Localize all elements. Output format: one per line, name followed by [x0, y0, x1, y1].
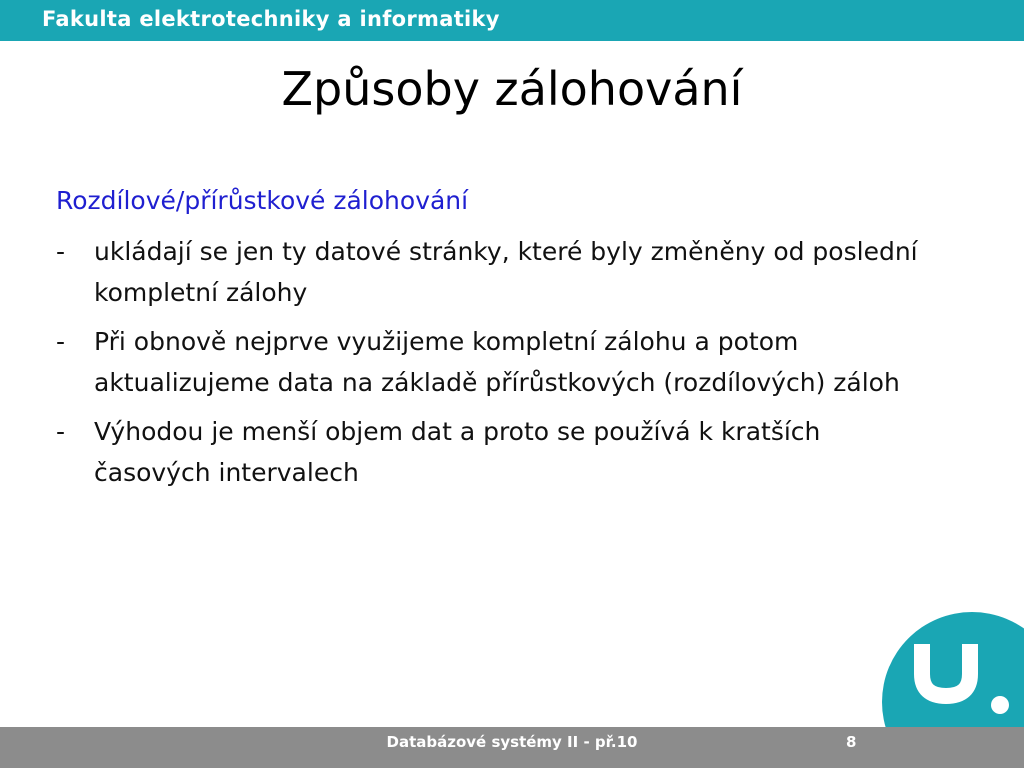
bullet-item — [56, 321, 936, 403]
faculty-name: Fakulta elektrotechniky a informatiky — [42, 7, 500, 31]
bullet-marker: - — [56, 417, 66, 446]
bullet-marker: - — [56, 327, 66, 356]
slide-title: Způsoby zálohování — [281, 62, 743, 116]
bullet-marker: - — [56, 237, 66, 266]
page-number: 8 — [846, 733, 857, 751]
bullet-list — [56, 231, 936, 493]
bullet-text: ukládají se jen ty datové stránky, které byly změněny od poslední kompletní zálohy — [94, 237, 918, 307]
bullet-text: Výhodou je menší objem dat a proto se používá k kratších časových intervalech — [94, 417, 821, 487]
bullet-text: Při obnově nejprve využijeme kompletní zálohu a potom aktualizujeme data na základě přírůstkových (rozdílových) záloh — [94, 327, 900, 397]
bullet-item — [56, 411, 936, 493]
footer-course: Databázové systémy II - př.10 — [386, 733, 638, 751]
slide-content — [56, 183, 936, 501]
subheading: Rozdílové/přírůstkové zálohování — [56, 186, 469, 215]
bullet-item — [56, 231, 936, 313]
